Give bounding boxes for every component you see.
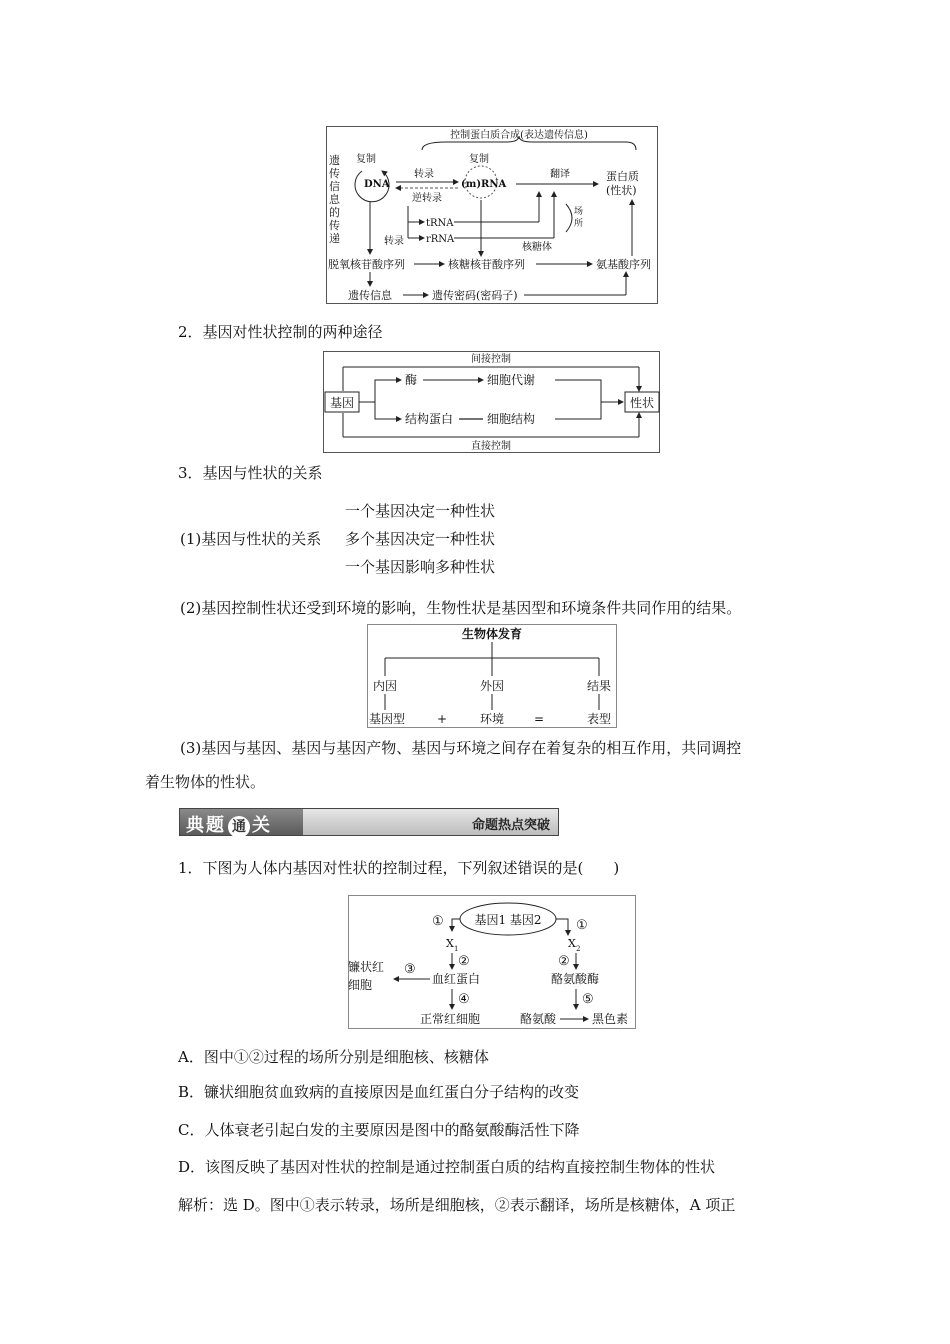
svg-text:复制: 复制 — [356, 154, 376, 165]
section-2-heading: 2．基因对性状控制的两种途径 — [178, 323, 383, 341]
fig1-side-label — [329, 153, 341, 245]
option-b: B．镰状细胞贫血致病的直接原因是血红蛋白分子结构的改变 — [178, 1083, 580, 1101]
svg-text:脱氧核苷酸序列: 脱氧核苷酸序列 — [328, 258, 405, 271]
svg-text:结果: 结果 — [586, 679, 612, 693]
svg-text:=: = — [533, 712, 545, 726]
svg-text:遗传信息: 遗传信息 — [348, 289, 392, 302]
svg-text:1: 1 — [454, 945, 459, 953]
svg-text:基因型: 基因型 — [368, 712, 406, 726]
option-d: D．该图反映了基因对性状的控制是通过控制蛋白质的结构直接控制生物体的性状 — [178, 1158, 716, 1176]
banner-title: 典题 通 关 — [186, 815, 272, 836]
central-dogma-diagram — [326, 126, 658, 304]
section-3-heading: 3．基因与性状的关系 — [178, 464, 323, 482]
option-c: C．人体衰老引起白发的主要原因是图中的酪氨酸酶活性下降 — [178, 1121, 580, 1139]
svg-text:(性状): (性状) — [606, 184, 637, 197]
relation-label: (1)基因与性状的关系 — [180, 530, 322, 548]
dna-label: DNA — [364, 179, 390, 190]
svg-text:的: 的 — [329, 206, 340, 219]
svg-text:细胞结构: 细胞结构 — [487, 412, 536, 426]
mrna-label: (m)RNA — [461, 179, 507, 190]
svg-text:2: 2 — [576, 945, 581, 953]
svg-text:遗: 遗 — [329, 154, 340, 167]
fig1-top-label: 控制蛋白质合成(表达遗传信息) — [450, 130, 588, 141]
phenotype-diagram — [367, 624, 617, 728]
relation-item: 一个基因影响多种性状 — [345, 558, 496, 576]
svg-text:逆转录: 逆转录 — [412, 193, 442, 204]
paragraph-3-line-2: 着生物体的性状。 — [145, 773, 266, 791]
svg-text:复制: 复制 — [469, 154, 489, 165]
svg-text:+: + — [436, 712, 448, 726]
svg-text:酪氨酸: 酪氨酸 — [520, 1012, 557, 1026]
svg-text:转录: 转录 — [384, 236, 404, 247]
svg-text:核糖核苷酸序列: 核糖核苷酸序列 — [448, 258, 525, 271]
banner-subtitle-panel: 命题热点突破 — [303, 809, 558, 835]
svg-text:所: 所 — [574, 219, 584, 229]
svg-text:蛋白质: 蛋白质 — [606, 170, 639, 183]
relation-item: 一个基因决定一种性状 — [345, 502, 496, 520]
svg-text:基因1 基因2: 基因1 基因2 — [474, 913, 542, 927]
svg-text:外因: 外因 — [479, 679, 505, 693]
svg-text:②: ② — [458, 954, 470, 969]
svg-text:tRNA: tRNA — [426, 218, 454, 229]
svg-text:④: ④ — [458, 992, 470, 1007]
svg-text:结构蛋白: 结构蛋白 — [405, 412, 454, 426]
section-banner — [179, 808, 559, 836]
svg-text:正常红细胞: 正常红细胞 — [420, 1012, 481, 1026]
svg-text:遗传密码(密码子): 遗传密码(密码子) — [432, 289, 518, 302]
svg-text:间接控制: 间接控制 — [471, 354, 511, 365]
svg-text:场: 场 — [574, 207, 584, 217]
svg-text:X: X — [568, 937, 576, 950]
svg-text:rRNA: rRNA — [426, 234, 455, 245]
svg-text:性状: 性状 — [629, 396, 655, 410]
svg-text:递: 递 — [329, 232, 340, 245]
paragraph-2: (2)基因控制性状还受到环境的影响，生物性状是基因型和环境条件共同作用的结果。 — [180, 599, 742, 617]
svg-text:⑤: ⑤ — [582, 992, 594, 1007]
svg-text:内因: 内因 — [372, 679, 398, 693]
svg-text:镰状红: 镰状红 — [348, 960, 385, 974]
svg-text:信: 信 — [329, 180, 340, 193]
svg-text:①: ① — [432, 914, 444, 929]
svg-text:核糖体: 核糖体 — [522, 242, 552, 253]
svg-text:酶: 酶 — [405, 373, 418, 387]
relation-item: 多个基因决定一种性状 — [345, 530, 496, 548]
svg-text:酪氨酸酶: 酪氨酸酶 — [551, 972, 600, 986]
svg-text:基因: 基因 — [329, 396, 355, 410]
svg-text:血红蛋白: 血红蛋白 — [432, 972, 481, 986]
gene-control-pathways-diagram — [323, 351, 660, 453]
svg-text:X: X — [446, 937, 454, 950]
svg-text:翻译: 翻译 — [550, 169, 570, 180]
gene-trait-control-diagram — [348, 895, 636, 1029]
svg-text:生物体发育: 生物体发育 — [461, 627, 523, 641]
svg-text:③: ③ — [404, 962, 416, 977]
svg-text:环境: 环境 — [479, 712, 505, 726]
option-a: A．图中①②过程的场所分别是细胞核、核糖体 — [178, 1048, 489, 1066]
svg-text:传: 传 — [329, 219, 340, 232]
svg-text:传: 传 — [329, 167, 340, 180]
svg-text:息: 息 — [329, 193, 340, 206]
svg-text:①: ① — [576, 918, 588, 933]
question-1: 1．下图为人体内基因对性状的控制过程，下列叙述错误的是( ) — [178, 859, 620, 877]
svg-text:细胞: 细胞 — [348, 978, 373, 992]
svg-text:直接控制: 直接控制 — [471, 441, 511, 452]
svg-text:细胞代谢: 细胞代谢 — [487, 373, 536, 387]
analysis-text: 解析：选 D。图中①表示转录，场所是细胞核，②表示翻译，场所是核糖体，A 项正 — [178, 1196, 736, 1214]
svg-text:黑色素: 黑色素 — [592, 1012, 629, 1026]
svg-text:氨基酸序列: 氨基酸序列 — [596, 258, 651, 271]
svg-text:转录: 转录 — [414, 169, 434, 180]
paragraph-3-line-1: (3)基因与基因、基因与基因产物、基因与环境之间存在着复杂的相互作用，共同调控 — [180, 739, 742, 757]
svg-text:②: ② — [558, 954, 570, 969]
svg-text:表型: 表型 — [586, 712, 612, 726]
